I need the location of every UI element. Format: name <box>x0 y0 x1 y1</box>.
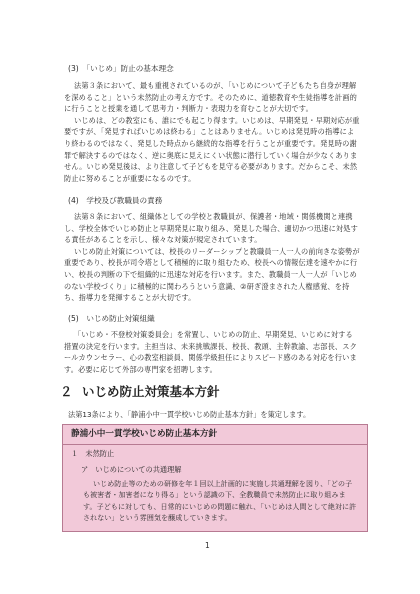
section-body-basic-principle <box>64 80 360 184</box>
policy-box-title: 静浦小中一貫学校いじめ防止基本方針 <box>71 429 218 439</box>
paragraph: いじめ防止対策については、校長のリーダーシップと教職員一人一人の前向きな姿勢が重要であり、校長が司令塔として積極的に取り組むため、校長への情報伝達を速やかに行い、校長の判断の下で組織的に迅速な対応を行います。また、教職員一人一人が「いじめのない学校づくり」に積極的に関わろうという意識、②研ぎ澄まされた人権感覚、を持ち、指導力を発揮することが大切です。 <box>64 246 360 303</box>
paragraph: 法第８条において、組織体としての学校と教職員が、保護者・地域・関係機関と連携し、学校全体でいじめ防止と早期発見に取り組み、発見した場合、適切かつ迅速に対処する責任があることを示し、様々な対策が規定されています。 <box>64 212 358 245</box>
section-heading-organization: (5) いじめ防止対策組織 <box>68 314 155 323</box>
chapter-number: ２ <box>60 384 73 399</box>
paragraph: いじめは、どの教室にも、誰にでも起こり得ます。いじめは、早期発見・早期対応が重要ですが、「発見すればいじめは終わる」ことはありません。いじめは発見時の指導により終わるのではなく、発見した時点から継続的な指導を行うことが重要です。発見時の謝罪で解決するのではなく、逆に奥底に見えにくい状態に潜行していく場合が少なくありません。いじめ発見後は、より注意して子どもを見守る必要があります。だからこそ、未然防止に努めることが重要になるのです。 <box>64 115 360 183</box>
policy-sub-heading: １ 未然防止 <box>71 449 115 458</box>
paragraph: いじめ防止等のための研修を年１回以上計画的に実施し共通理解を図り、「どの子も被害者・加害者になり得る」という認識の下、全教職員で未然防止に取り組みます。子どもに対しても、日常的にいじめの問題に触れ、「いじめは人間として絶対に許されない」という雰囲気を醸成していきます。 <box>83 480 357 523</box>
section-heading-responsibilities: (4) 学校及び教職員の責務 <box>68 196 163 205</box>
section-heading-basic-principle: (3) 「いじめ」防止の基本理念 <box>68 64 174 73</box>
chapter-intro: 法第13条により、「静浦小中一貫学校いじめ防止基本方針」を策定します。 <box>68 410 311 419</box>
section-body-responsibilities <box>64 211 360 304</box>
paragraph: 「いじめ・不登校対策委員会」を常置し、いじめの防止、早期発見、いじめに対する措置の決定を行います。主担当は、未来挑戦課長、校長、教頭、主幹教諭、志部長、スクールカウンセラー、心の教室相談員、関係学級担任によりスピード感のある対応を行います。必要に応じて外部の専門家を招聘します。 <box>64 330 357 374</box>
policy-box-body <box>83 479 359 525</box>
policy-box-divider <box>63 444 367 445</box>
page-number: 1 <box>205 541 210 550</box>
policy-box <box>62 424 368 532</box>
chapter-title: いじめ防止対策基本方針 <box>82 384 220 399</box>
section-body-organization <box>64 329 360 375</box>
chapter-heading <box>60 384 220 400</box>
policy-sub-sub-heading: ア いじめについての共通理解 <box>81 465 182 474</box>
paragraph: 法第３条において、最も重視されているのが、「いじめについて子どもたち自身が理解を深めること」という未然防止の考え方です。そのために、道徳教育や生徒指導を計画的に行うことと授業を通して思考力・判断力・表現力を育むことが大切です。 <box>64 81 357 114</box>
